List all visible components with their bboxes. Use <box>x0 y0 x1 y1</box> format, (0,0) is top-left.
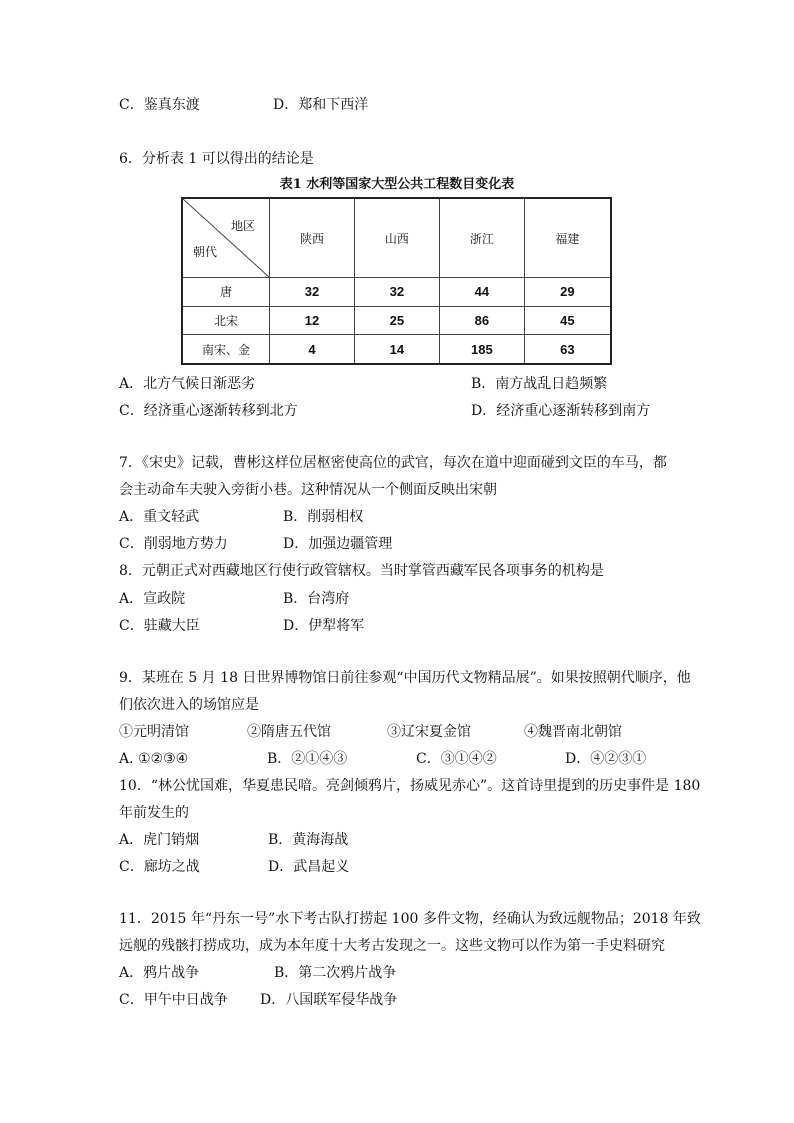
table-cell: 25 <box>354 306 439 335</box>
table-cell: 63 <box>524 335 611 364</box>
q9-option-b: B．②①④③ <box>267 751 348 767</box>
q7-option-c: C．削弱地方势力 <box>119 536 228 552</box>
q8-option-a: A．宣政院 <box>119 591 186 607</box>
diagonal-line <box>183 199 269 277</box>
column-header: 浙江 <box>439 198 524 278</box>
q10-option-a: A．虎门销烟 <box>119 832 200 848</box>
q7-option-b: B．削弱相权 <box>283 509 364 525</box>
q11-stem-line-1: 11．2015 年“丹东一号”水下考古队打捞起 100 多件文物，经确认为致远舰物品；2018 年致 <box>119 911 701 927</box>
q11-option-d: D．八国联军侵华战争 <box>260 992 398 1008</box>
table-cell: 86 <box>439 306 524 335</box>
column-header: 山西 <box>354 198 439 278</box>
table-caption: 表1 水利等国家大型公共工程数目变化表 <box>279 177 515 192</box>
q9-hall-2: ②隋唐五代馆 <box>247 724 331 740</box>
q8-option-d: D．伊犁将军 <box>283 618 365 634</box>
q6-option-d: D．经济重心逐渐转移到南方 <box>471 403 651 419</box>
table-cell: 4 <box>270 335 355 364</box>
q8-stem: 8．元朝正式对西藏地区行使行政管辖权。当时掌管西藏军民各项事务的机构是 <box>119 563 604 579</box>
row-dynasty: 唐 <box>182 278 270 307</box>
q6-option-b: B．南方战乱日趋频繁 <box>471 376 608 392</box>
q7-stem-line-2: 会主动命车夫驶入旁街小巷。这种情况从一个侧面反映出宋朝 <box>119 482 497 498</box>
header-dynasty: 朝代 <box>193 245 218 259</box>
table-cell: 14 <box>354 335 439 364</box>
table-cell: 45 <box>524 306 611 335</box>
q6-option-a: A．北方气候日渐恶劣 <box>119 376 256 392</box>
q9-hall-4: ④魏晋南北朝馆 <box>524 724 622 740</box>
q10-option-d: D．武昌起义 <box>268 859 350 875</box>
q10-stem-line-2: 年前发生的 <box>119 805 189 821</box>
q11-option-c: C．甲午中日战争 <box>119 992 228 1008</box>
q11-stem-line-2: 远舰的残骸打捞成功，成为本年度十大考古发现之一。这些文物可以作为第一手史料研究 <box>119 938 665 954</box>
row-dynasty: 南宋、金 <box>182 335 270 364</box>
q9-option-a: A. ①②③④ <box>119 751 189 767</box>
q10-option-c: C．廊坊之战 <box>119 859 200 875</box>
table-header-row <box>182 198 611 278</box>
table-row <box>182 278 611 307</box>
table-cell: 32 <box>270 278 355 307</box>
table-row <box>182 306 611 335</box>
table-cell: 44 <box>439 278 524 307</box>
q10-stem-line-1: 10．“林公忧国难，华夏患民喑。亮剑倾鸦片，扬威见赤心”。这首诗里提到的历史事件是 180 <box>119 778 701 794</box>
q7-stem-line-1: 7．《宋史》记载，曹彬这样位居枢密使高位的武官，每次在道中迎面碰到文臣的车马，都 <box>119 455 667 471</box>
q11-option-a: A．鸦片战争 <box>119 965 200 981</box>
q9-hall-3: ③辽宋夏金馆 <box>387 724 471 740</box>
q5-option-c: C．鉴真东渡 <box>119 97 200 113</box>
q11-option-b: B．第二次鸦片战争 <box>274 965 397 981</box>
table-cell: 185 <box>439 335 524 364</box>
table-cell: 32 <box>354 278 439 307</box>
q10-option-b: B．黄海海战 <box>268 832 349 848</box>
row-dynasty: 北宋 <box>182 306 270 335</box>
q8-option-c: C．驻藏大臣 <box>119 618 200 634</box>
q5-option-d: D．郑和下西洋 <box>273 97 369 113</box>
q7-option-d: D．加强边疆管理 <box>283 536 393 552</box>
q9-hall-1: ①元明清馆 <box>119 724 189 740</box>
q6-stem: 6．分析表 1 可以得出的结论是 <box>119 151 314 167</box>
column-header: 福建 <box>524 198 611 278</box>
q7-option-a: A．重文轻武 <box>119 509 200 525</box>
table-cell: 29 <box>524 278 611 307</box>
q9-stem-line-1: 9．某班在 5 月 18 日世界博物馆日前往参观“中国历代文物精品展”。如果按照朝代顺序，他 <box>119 670 691 686</box>
q9-option-c: C．③①④② <box>416 751 497 767</box>
data-table <box>181 197 612 365</box>
column-header: 陕西 <box>270 198 355 278</box>
q6-option-c: C．经济重心逐渐转移到北方 <box>119 403 298 419</box>
q9-stem-line-2: 们依次进入的场馆应是 <box>119 697 259 713</box>
table-row <box>182 335 611 364</box>
q8-option-b: B．台湾府 <box>283 591 350 607</box>
header-region: 地区 <box>230 219 255 233</box>
table-corner-cell <box>182 198 270 278</box>
table-cell: 12 <box>270 306 355 335</box>
q9-option-d: D．④②③① <box>565 751 647 767</box>
